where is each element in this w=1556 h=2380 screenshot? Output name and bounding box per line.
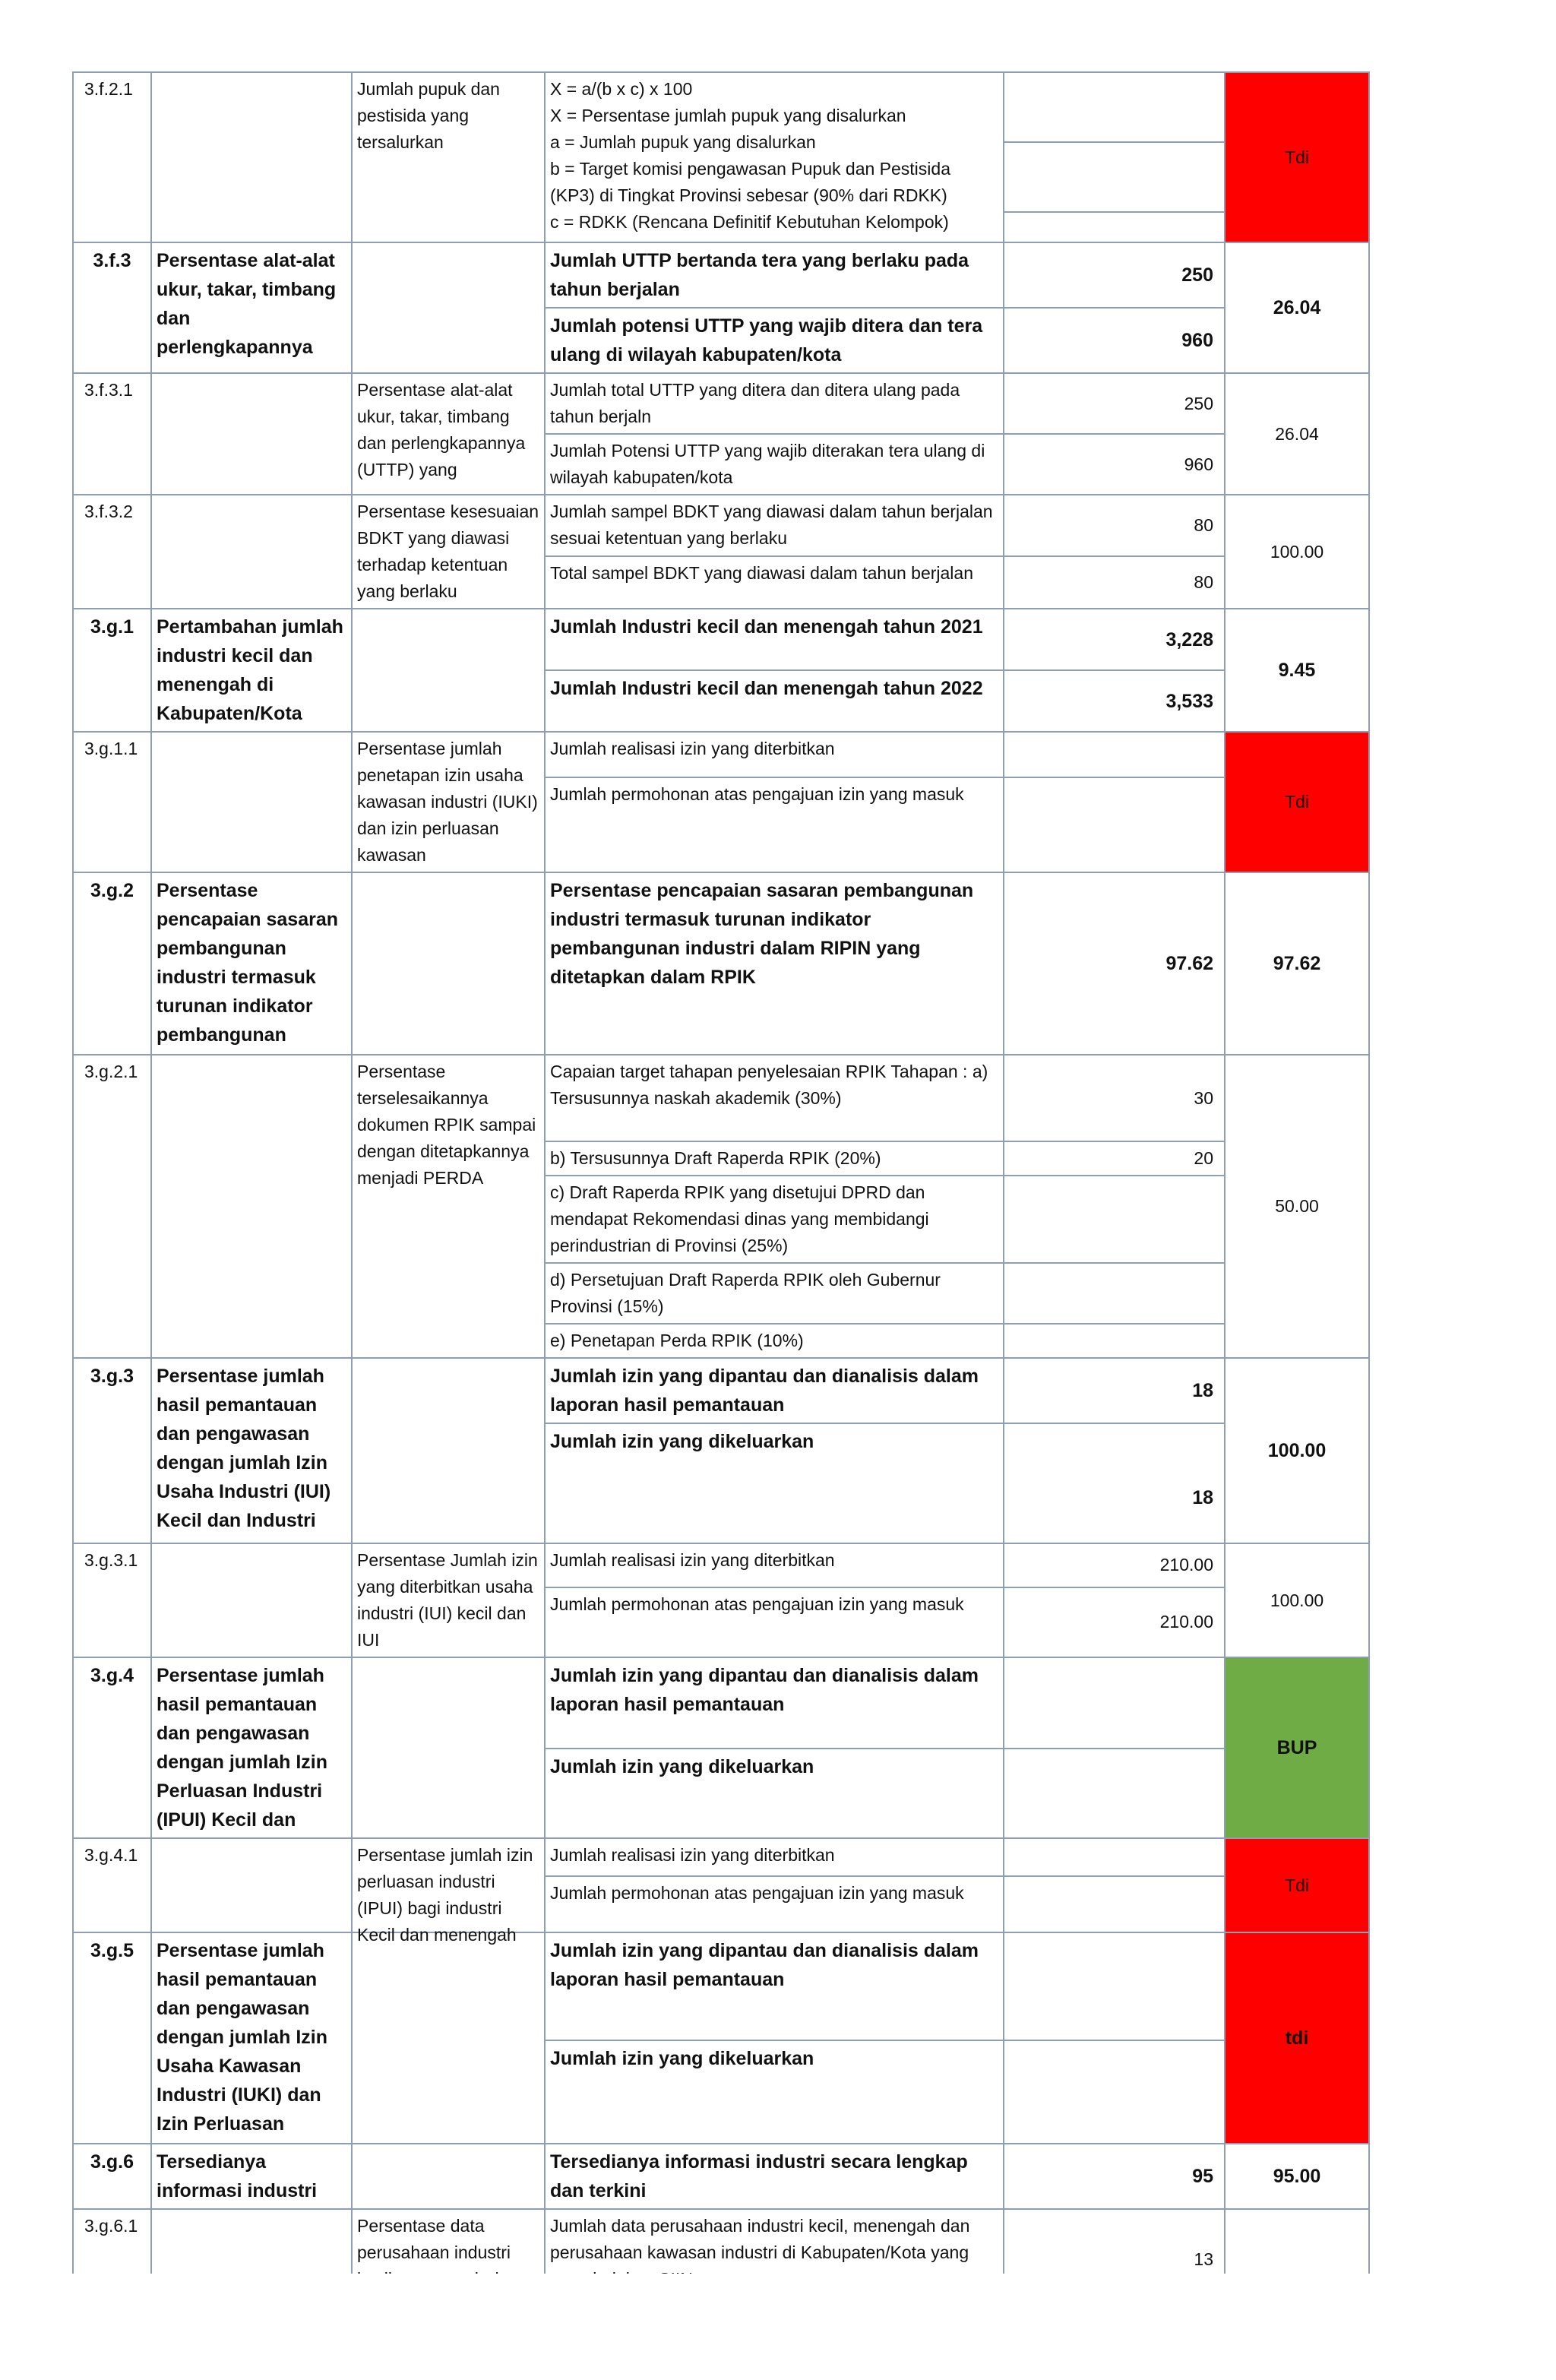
row-indicator — [352, 242, 545, 373]
item-text: Tersedianya informasi industri secara lengkap dan terkini — [545, 2144, 1004, 2209]
result-cell: 100.00 — [1225, 1543, 1369, 1657]
item-text: Total sampel BDKT yang diawasi dalam tahun berjalan — [545, 556, 1004, 609]
row-name — [151, 72, 352, 242]
row-code: 3.g.1 — [73, 609, 151, 732]
item-value — [1004, 1932, 1225, 2040]
item-text: Jumlah izin yang dikeluarkan — [545, 1423, 1004, 1543]
item-value: 3,228 — [1004, 609, 1225, 670]
item-text: Jumlah UTTP bertanda tera yang berlaku pada tahun berjalan — [545, 242, 1004, 308]
table-row — [73, 373, 1369, 434]
row-name-text: Persentase jumlah hasil pemantauan dan pengawasan dengan jumlah Izin Perluasan Industri (IPUI) Kecil dan — [157, 1665, 328, 1831]
item-text: Jumlah izin yang dikeluarkan — [545, 1749, 1004, 1838]
result-cell: 100.00 — [1225, 1358, 1369, 1543]
formula-line: a = Jumlah pupuk yang disalurkan — [550, 132, 816, 152]
result-cell: 100.00 — [1225, 495, 1369, 609]
item-text: c) Draft Raperda RPIK yang disetujui DPRD dan mendapat Rekomendasi dinas yang membidangi perindustrian di Provinsi (25%) — [545, 1176, 1004, 1263]
formula-line: X = a/(b x c) x 100 — [550, 79, 693, 99]
row-code: 3.g.1.1 — [73, 732, 151, 872]
item-text: Jumlah Industri kecil dan menengah tahun 2021 — [545, 609, 1004, 670]
item-value — [1004, 1838, 1225, 1876]
indicator-table — [72, 71, 1370, 2310]
table-row — [73, 242, 1369, 308]
row-indicator — [352, 2144, 545, 2209]
item-text: Jumlah potensi UTTP yang wajib ditera dan tera ulang di wilayah kabupaten/kota — [545, 308, 1004, 373]
row-code: 3.g.6 — [73, 2144, 151, 2209]
row-indicator: Persentase Jumlah izin yang diterbitkan usaha industri (IUI) kecil dan IUI — [352, 1543, 545, 1657]
item-value — [1004, 2040, 1225, 2144]
result-cell: 95.00 — [1225, 2144, 1369, 2209]
row-name: Persentase pencapaian sasaran pembangunan industri termasuk turunan indikator pembangunan — [151, 872, 352, 1055]
item-value: 97.62 — [1004, 872, 1225, 1055]
row-indicator-text: Persentase data perusahaan industri — [357, 2216, 511, 2262]
table-row — [73, 1657, 1369, 1749]
report-table-page — [72, 71, 1368, 2310]
item-value — [1004, 1324, 1225, 1358]
item-text: Jumlah izin yang dikeluarkan — [545, 2040, 1004, 2144]
row-name-text: Persentase jumlah hasil pemantauan dan pengawasan dengan jumlah Izin Usaha Industri (IUI) Kecil dan Industri — [157, 1366, 331, 1531]
item-value: 30 — [1004, 1055, 1225, 1141]
table-row — [73, 1358, 1369, 1423]
row-indicator: Persentase terselesaikannya dokumen RPIK sampai dengan ditetapkannya menjadi PERDA — [352, 1055, 545, 1358]
row-indicator: Persentase kesesuaian BDKT yang diawasi terhadap ketentuan yang berlaku — [352, 495, 545, 609]
table-row — [73, 1838, 1369, 1876]
item-text: Jumlah izin yang dipantau dan dianalisis dalam laporan hasil pemantauan — [545, 1932, 1004, 2040]
item-value: 18 — [1004, 1423, 1225, 1543]
value-cell — [1004, 142, 1225, 212]
item-value: 95 — [1004, 2144, 1225, 2209]
item-text: b) Tersusunnya Draft Raperda RPIK (20%) — [545, 1141, 1004, 1176]
result-cell: 50.00 — [1225, 1055, 1369, 1358]
item-value: 3,533 — [1004, 670, 1225, 732]
item-text: Jumlah Potensi UTTP yang wajib diterakan tera ulang di wilayah kabupaten/kota — [545, 434, 1004, 495]
row-name: Persentase jumlah hasil pemantauan dan pengawasan dengan jumlah Izin Usaha Kawasan Industri (IUKI) dan Izin Perluasan — [151, 1932, 352, 2144]
table-row — [73, 2144, 1369, 2209]
item-value: 13 — [1004, 2209, 1225, 2309]
row-name — [151, 1055, 352, 1358]
item-text: Jumlah data perusahaan industri kecil, menengah dan perusahaan kawasan industri di Kabupaten/Kota yang — [545, 2209, 1004, 2309]
item-text: Jumlah Industri kecil dan menengah tahun 2022 — [545, 670, 1004, 732]
row-code: 3.g.4.1 — [73, 1838, 151, 1932]
result-cell: 97.62 — [1225, 872, 1369, 1055]
formula-line: c = RDKK (Rencana Definitif Kebutuhan Kelompok) — [550, 212, 949, 232]
result-cell: Tdi — [1225, 1838, 1369, 1932]
row-indicator: Persentase alat-alat ukur, takar, timbang dan perlengkapannya (UTTP) yang — [352, 373, 545, 495]
item-value — [1004, 1176, 1225, 1263]
item-text: Jumlah realisasi izin yang diterbitkan — [545, 1543, 1004, 1587]
row-indicator — [352, 1838, 545, 1945]
table-row — [73, 609, 1369, 670]
item-text: Jumlah permohonan atas pengajuan izin yang masuk — [545, 777, 1004, 872]
item-text: Jumlah realisasi izin yang diterbitkan — [545, 732, 1004, 777]
table-row — [73, 732, 1369, 777]
item-value: 18 — [1004, 1358, 1225, 1423]
row-code: 3.g.6.1 — [73, 2209, 151, 2309]
result-cell: 26.04 — [1225, 242, 1369, 373]
item-value — [1004, 1749, 1225, 1838]
item-value: 960 — [1004, 308, 1225, 373]
formula-line: X = Persentase jumlah pupuk yang disalurkan — [550, 106, 906, 125]
item-value: 210.00 — [1004, 1543, 1225, 1587]
table-row — [73, 495, 1369, 556]
item-value — [1004, 777, 1225, 872]
item-value: 80 — [1004, 556, 1225, 609]
result-cell: tdi — [1225, 1932, 1369, 2144]
item-text: Jumlah realisasi izin yang diterbitkan — [545, 1838, 1004, 1876]
row-code: 3.g.3.1 — [73, 1543, 151, 1657]
formula-line: b = Target komisi pengawasan Pupuk dan Pestisida (KP3) di Tingkat Provinsi sebesar (90% dari RDKK) — [550, 159, 950, 205]
formula-cell — [545, 72, 1004, 242]
table-row — [73, 1543, 1369, 1587]
table-row — [73, 872, 1369, 1055]
item-value: 960 — [1004, 434, 1225, 495]
item-text: Jumlah sampel BDKT yang diawasi dalam tahun berjalan sesuai ketentuan yang berlaku — [545, 495, 1004, 556]
item-value: 250 — [1004, 373, 1225, 434]
result-cell: Tdi — [1225, 732, 1369, 872]
row-indicator-text: Persentase jumlah izin perluasan industri (IPUI) bagi industri Kecil dan menengah — [357, 1845, 533, 1945]
table-row — [73, 72, 1369, 142]
item-value: 210.00 — [1004, 1587, 1225, 1657]
row-code: 3.f.3 — [73, 242, 151, 373]
item-value — [1004, 1657, 1225, 1749]
item-value — [1004, 732, 1225, 777]
item-value: 20 — [1004, 1141, 1225, 1176]
row-name — [151, 1358, 352, 1543]
item-text: Jumlah izin yang dipantau dan dianalisis dalam laporan hasil pemantauan — [545, 1657, 1004, 1749]
table-row — [73, 1932, 1369, 2040]
row-indicator — [352, 1657, 545, 1838]
row-name — [151, 373, 352, 495]
item-text: d) Persetujuan Draft Raperda RPIK oleh Gubernur Provinsi (15%) — [545, 1263, 1004, 1324]
result-cell: 9.45 — [1225, 609, 1369, 732]
result-cell: 26.04 — [1225, 373, 1369, 495]
page-bottom-margin — [0, 2274, 1556, 2380]
row-name: Persentase alat-alat ukur, takar, timbang dan perlengkapannya — [151, 242, 352, 373]
row-name — [151, 1543, 352, 1657]
row-code: 3.g.5 — [73, 1932, 151, 2144]
row-name — [151, 1657, 352, 1838]
value-cell — [1004, 72, 1225, 142]
value-cell — [1004, 212, 1225, 242]
item-text: Jumlah permohonan atas pengajuan izin yang masuk — [545, 1876, 1004, 1932]
result-cell: Tdi — [1225, 72, 1369, 242]
row-name: Pertambahan jumlah industri kecil dan menengah di Kabupaten/Kota — [151, 609, 352, 732]
item-text: Jumlah permohonan atas pengajuan izin yang masuk — [545, 1587, 1004, 1657]
item-value — [1004, 1876, 1225, 1932]
row-indicator: Jumlah pupuk dan pestisida yang tersalurkan — [352, 72, 545, 242]
result-cell: BUP — [1225, 1657, 1369, 1838]
row-name: Tersedianya informasi industri — [151, 2144, 352, 2209]
row-indicator — [352, 1932, 545, 2144]
table-row — [73, 1055, 1369, 1141]
item-text: e) Penetapan Perda RPIK (10%) — [545, 1324, 1004, 1358]
row-code: 3.g.2.1 — [73, 1055, 151, 1358]
row-code: 3.f.3.1 — [73, 373, 151, 495]
item-text: Jumlah izin yang dipantau dan dianalisis dalam laporan hasil pemantauan — [545, 1358, 1004, 1423]
item-text: Persentase pencapaian sasaran pembangunan industri termasuk turunan indikator pembangunan industri dalam RIPIN yang ditetapkan dalam RPIK — [545, 872, 1004, 1055]
row-name — [151, 1838, 352, 1932]
row-code: 3.f.3.2 — [73, 495, 151, 609]
row-code: 3.f.2.1 — [73, 72, 151, 242]
item-value — [1004, 1263, 1225, 1324]
row-indicator — [352, 609, 545, 732]
row-code: 3.g.2 — [73, 872, 151, 1055]
item-text: Capaian target tahapan penyelesaian RPIK Tahapan : a) Tersusunnya naskah akademik (30%) — [545, 1055, 1004, 1141]
row-indicator — [352, 1358, 545, 1543]
item-text: Jumlah total UTTP yang ditera dan ditera ulang pada tahun berjaln — [545, 373, 1004, 434]
row-indicator — [352, 872, 545, 1055]
row-name — [151, 732, 352, 872]
row-name — [151, 495, 352, 609]
row-code: 3.g.4 — [73, 1657, 151, 1838]
row-indicator: Persentase jumlah penetapan izin usaha kawasan industri (IUKI) dan izin perluasan kawasan — [352, 732, 545, 872]
row-code: 3.g.3 — [73, 1358, 151, 1543]
item-value: 80 — [1004, 495, 1225, 556]
item-value: 250 — [1004, 242, 1225, 308]
